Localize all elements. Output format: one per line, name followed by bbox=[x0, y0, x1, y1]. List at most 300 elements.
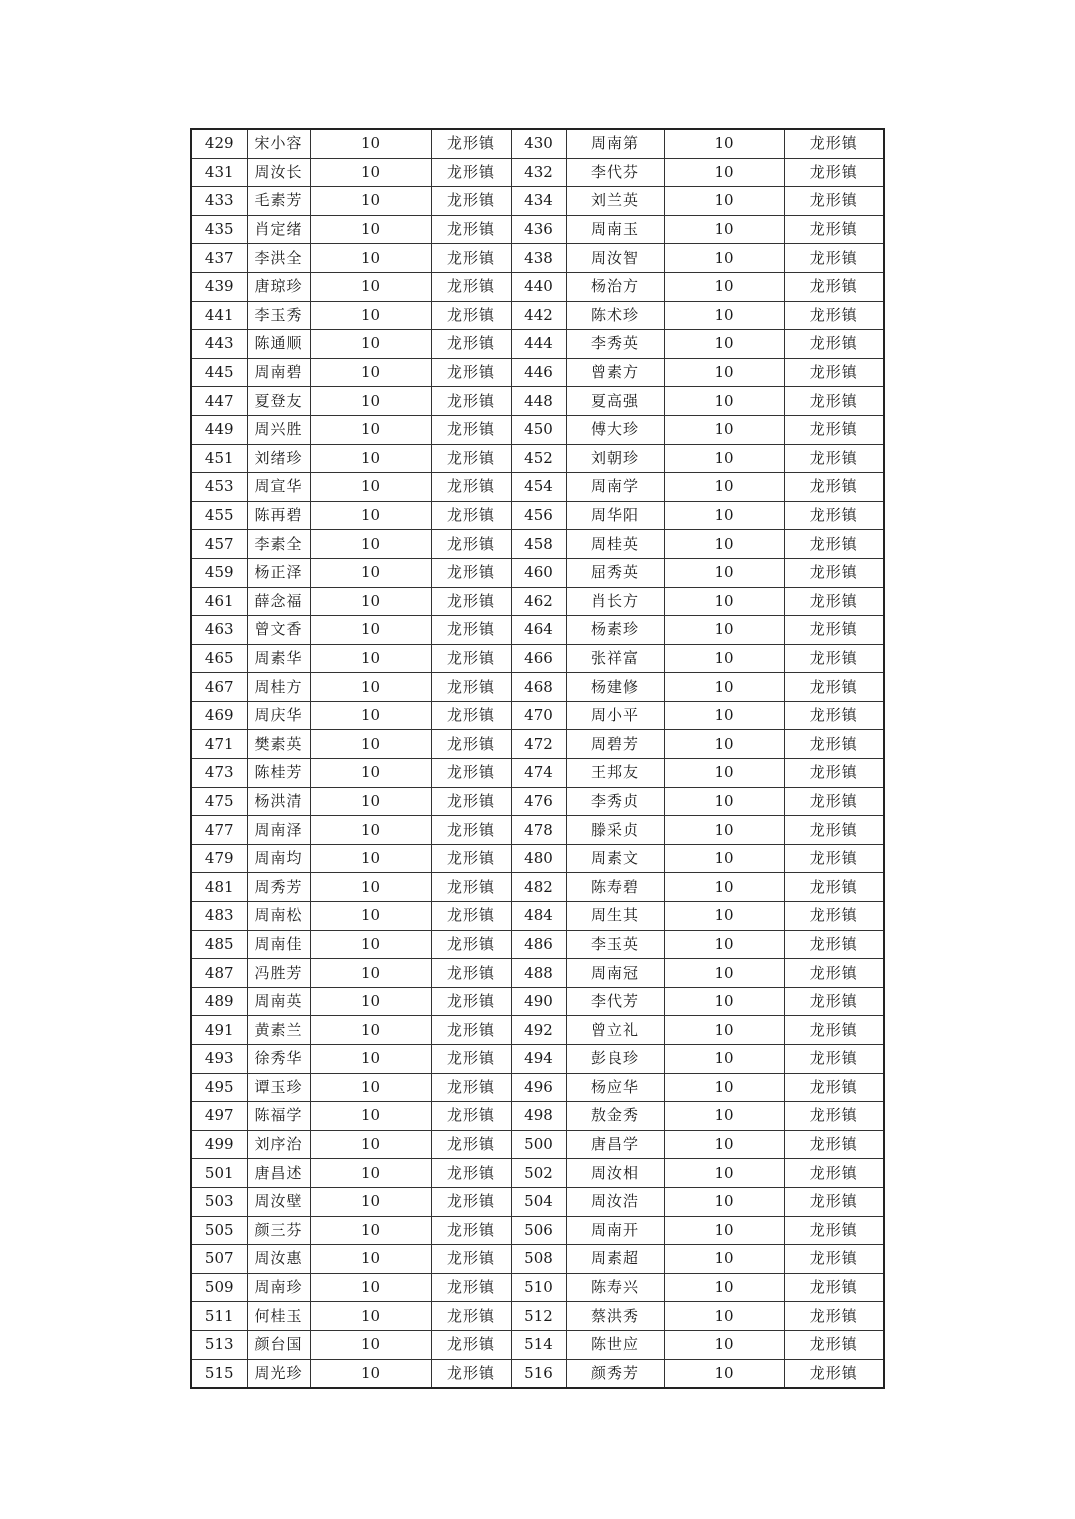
amount-cell: 10 bbox=[664, 187, 784, 216]
town-cell: 龙形镇 bbox=[784, 844, 884, 873]
name-cell: 陈寿兴 bbox=[566, 1273, 664, 1302]
serial-number-cell: 437 bbox=[191, 244, 247, 273]
serial-number-cell: 469 bbox=[191, 701, 247, 730]
serial-number-cell: 457 bbox=[191, 530, 247, 559]
amount-cell: 10 bbox=[310, 1187, 431, 1216]
name-cell: 周汝惠 bbox=[247, 1245, 310, 1274]
amount-cell: 10 bbox=[664, 301, 784, 330]
amount-cell: 10 bbox=[310, 530, 431, 559]
name-cell: 杨洪清 bbox=[247, 787, 310, 816]
serial-number-cell: 450 bbox=[511, 415, 566, 444]
name-cell: 李洪全 bbox=[247, 244, 310, 273]
serial-number-cell: 495 bbox=[191, 1073, 247, 1102]
serial-number-cell: 498 bbox=[511, 1102, 566, 1131]
table-row bbox=[191, 129, 884, 158]
town-cell: 龙形镇 bbox=[431, 1273, 511, 1302]
serial-number-cell: 435 bbox=[191, 215, 247, 244]
name-cell: 周南开 bbox=[566, 1216, 664, 1245]
name-cell: 周汝长 bbox=[247, 158, 310, 187]
serial-number-cell: 449 bbox=[191, 415, 247, 444]
town-cell: 龙形镇 bbox=[784, 730, 884, 759]
amount-cell: 10 bbox=[310, 730, 431, 759]
table-row bbox=[191, 787, 884, 816]
town-cell: 龙形镇 bbox=[784, 873, 884, 902]
town-cell: 龙形镇 bbox=[784, 1045, 884, 1074]
town-cell: 龙形镇 bbox=[784, 701, 884, 730]
name-cell: 冯胜芳 bbox=[247, 959, 310, 988]
town-cell: 龙形镇 bbox=[784, 415, 884, 444]
serial-number-cell: 501 bbox=[191, 1159, 247, 1188]
amount-cell: 10 bbox=[310, 701, 431, 730]
serial-number-cell: 478 bbox=[511, 816, 566, 845]
town-cell: 龙形镇 bbox=[784, 158, 884, 187]
town-cell: 龙形镇 bbox=[784, 1187, 884, 1216]
amount-cell: 10 bbox=[664, 644, 784, 673]
serial-number-cell: 505 bbox=[191, 1216, 247, 1245]
name-cell: 周碧芳 bbox=[566, 730, 664, 759]
table-row bbox=[191, 1216, 884, 1245]
name-cell: 谭玉珍 bbox=[247, 1073, 310, 1102]
amount-cell: 10 bbox=[664, 1330, 784, 1359]
amount-cell: 10 bbox=[310, 1359, 431, 1388]
name-cell: 杨正泽 bbox=[247, 558, 310, 587]
name-cell: 周华阳 bbox=[566, 501, 664, 530]
name-cell: 陈桂芳 bbox=[247, 759, 310, 788]
town-cell: 龙形镇 bbox=[431, 187, 511, 216]
name-cell: 屈秀英 bbox=[566, 558, 664, 587]
name-cell: 滕采贞 bbox=[566, 816, 664, 845]
table-row bbox=[191, 358, 884, 387]
serial-number-cell: 496 bbox=[511, 1073, 566, 1102]
town-cell: 龙形镇 bbox=[431, 501, 511, 530]
table-row bbox=[191, 616, 884, 645]
name-cell: 肖长方 bbox=[566, 587, 664, 616]
serial-number-cell: 462 bbox=[511, 587, 566, 616]
amount-cell: 10 bbox=[664, 1073, 784, 1102]
table-row bbox=[191, 673, 884, 702]
table-row bbox=[191, 759, 884, 788]
table-row bbox=[191, 301, 884, 330]
amount-cell: 10 bbox=[664, 244, 784, 273]
town-cell: 龙形镇 bbox=[784, 644, 884, 673]
town-cell: 龙形镇 bbox=[431, 730, 511, 759]
serial-number-cell: 448 bbox=[511, 387, 566, 416]
serial-number-cell: 440 bbox=[511, 272, 566, 301]
serial-number-cell: 432 bbox=[511, 158, 566, 187]
town-cell: 龙形镇 bbox=[431, 1330, 511, 1359]
name-cell: 夏高强 bbox=[566, 387, 664, 416]
amount-cell: 10 bbox=[664, 444, 784, 473]
name-cell: 周光珍 bbox=[247, 1359, 310, 1388]
name-cell: 李秀贞 bbox=[566, 787, 664, 816]
town-cell: 龙形镇 bbox=[431, 1073, 511, 1102]
amount-cell: 10 bbox=[664, 330, 784, 359]
town-cell: 龙形镇 bbox=[431, 1187, 511, 1216]
table-row bbox=[191, 844, 884, 873]
table-row bbox=[191, 930, 884, 959]
table-row bbox=[191, 444, 884, 473]
serial-number-cell: 493 bbox=[191, 1045, 247, 1074]
amount-cell: 10 bbox=[664, 215, 784, 244]
town-cell: 龙形镇 bbox=[431, 701, 511, 730]
amount-cell: 10 bbox=[664, 1102, 784, 1131]
serial-number-cell: 454 bbox=[511, 473, 566, 502]
serial-number-cell: 480 bbox=[511, 844, 566, 873]
serial-number-cell: 463 bbox=[191, 616, 247, 645]
town-cell: 龙形镇 bbox=[431, 272, 511, 301]
serial-number-cell: 438 bbox=[511, 244, 566, 273]
name-cell: 周汝浩 bbox=[566, 1187, 664, 1216]
town-cell: 龙形镇 bbox=[784, 930, 884, 959]
town-cell: 龙形镇 bbox=[431, 587, 511, 616]
serial-number-cell: 497 bbox=[191, 1102, 247, 1131]
town-cell: 龙形镇 bbox=[784, 444, 884, 473]
town-cell: 龙形镇 bbox=[431, 387, 511, 416]
name-cell: 周南均 bbox=[247, 844, 310, 873]
town-cell: 龙形镇 bbox=[431, 644, 511, 673]
amount-cell: 10 bbox=[664, 1187, 784, 1216]
amount-cell: 10 bbox=[664, 1359, 784, 1388]
name-cell: 李代芳 bbox=[566, 987, 664, 1016]
name-cell: 周素文 bbox=[566, 844, 664, 873]
town-cell: 龙形镇 bbox=[431, 330, 511, 359]
serial-number-cell: 485 bbox=[191, 930, 247, 959]
amount-cell: 10 bbox=[664, 930, 784, 959]
table-row bbox=[191, 1159, 884, 1188]
serial-number-cell: 451 bbox=[191, 444, 247, 473]
name-cell: 曾素方 bbox=[566, 358, 664, 387]
serial-number-cell: 459 bbox=[191, 558, 247, 587]
name-cell: 周南泽 bbox=[247, 816, 310, 845]
serial-number-cell: 504 bbox=[511, 1187, 566, 1216]
table-row bbox=[191, 1273, 884, 1302]
serial-number-cell: 474 bbox=[511, 759, 566, 788]
town-cell: 龙形镇 bbox=[431, 1245, 511, 1274]
name-cell: 周汝壁 bbox=[247, 1187, 310, 1216]
name-cell: 李玉秀 bbox=[247, 301, 310, 330]
amount-cell: 10 bbox=[310, 616, 431, 645]
amount-cell: 10 bbox=[310, 1159, 431, 1188]
serial-number-cell: 488 bbox=[511, 959, 566, 988]
town-cell: 龙形镇 bbox=[784, 330, 884, 359]
name-cell: 王邦友 bbox=[566, 759, 664, 788]
table-row bbox=[191, 902, 884, 931]
amount-cell: 10 bbox=[310, 244, 431, 273]
name-cell: 刘朝珍 bbox=[566, 444, 664, 473]
name-cell: 周南佳 bbox=[247, 930, 310, 959]
table-row bbox=[191, 501, 884, 530]
table-row bbox=[191, 473, 884, 502]
table-row bbox=[191, 873, 884, 902]
amount-cell: 10 bbox=[310, 644, 431, 673]
serial-number-cell: 483 bbox=[191, 902, 247, 931]
name-cell: 彭良珍 bbox=[566, 1045, 664, 1074]
town-cell: 龙形镇 bbox=[784, 1302, 884, 1331]
serial-number-cell: 472 bbox=[511, 730, 566, 759]
serial-number-cell: 503 bbox=[191, 1187, 247, 1216]
town-cell: 龙形镇 bbox=[784, 473, 884, 502]
table-row bbox=[191, 1245, 884, 1274]
serial-number-cell: 514 bbox=[511, 1330, 566, 1359]
name-cell: 刘序治 bbox=[247, 1130, 310, 1159]
amount-cell: 10 bbox=[664, 129, 784, 158]
roster-table bbox=[190, 128, 885, 1389]
name-cell: 唐琼珍 bbox=[247, 272, 310, 301]
amount-cell: 10 bbox=[310, 215, 431, 244]
town-cell: 龙形镇 bbox=[431, 930, 511, 959]
name-cell: 宋小容 bbox=[247, 129, 310, 158]
table-row bbox=[191, 987, 884, 1016]
town-cell: 龙形镇 bbox=[784, 558, 884, 587]
name-cell: 周南学 bbox=[566, 473, 664, 502]
town-cell: 龙形镇 bbox=[784, 1245, 884, 1274]
name-cell: 周桂英 bbox=[566, 530, 664, 559]
town-cell: 龙形镇 bbox=[431, 873, 511, 902]
table-row bbox=[191, 1330, 884, 1359]
serial-number-cell: 507 bbox=[191, 1245, 247, 1274]
town-cell: 龙形镇 bbox=[431, 444, 511, 473]
name-cell: 周南英 bbox=[247, 987, 310, 1016]
table-row bbox=[191, 587, 884, 616]
amount-cell: 10 bbox=[310, 387, 431, 416]
town-cell: 龙形镇 bbox=[784, 358, 884, 387]
name-cell: 曾立礼 bbox=[566, 1016, 664, 1045]
name-cell: 李代芬 bbox=[566, 158, 664, 187]
town-cell: 龙形镇 bbox=[784, 1102, 884, 1131]
serial-number-cell: 431 bbox=[191, 158, 247, 187]
name-cell: 周素超 bbox=[566, 1245, 664, 1274]
town-cell: 龙形镇 bbox=[431, 1359, 511, 1388]
town-cell: 龙形镇 bbox=[431, 301, 511, 330]
serial-number-cell: 439 bbox=[191, 272, 247, 301]
amount-cell: 10 bbox=[664, 873, 784, 902]
town-cell: 龙形镇 bbox=[784, 1273, 884, 1302]
amount-cell: 10 bbox=[664, 1016, 784, 1045]
serial-number-cell: 484 bbox=[511, 902, 566, 931]
amount-cell: 10 bbox=[664, 272, 784, 301]
name-cell: 周汝智 bbox=[566, 244, 664, 273]
town-cell: 龙形镇 bbox=[784, 244, 884, 273]
amount-cell: 10 bbox=[664, 1302, 784, 1331]
town-cell: 龙形镇 bbox=[431, 1102, 511, 1131]
serial-number-cell: 465 bbox=[191, 644, 247, 673]
town-cell: 龙形镇 bbox=[431, 415, 511, 444]
amount-cell: 10 bbox=[310, 673, 431, 702]
name-cell: 夏登友 bbox=[247, 387, 310, 416]
name-cell: 张祥富 bbox=[566, 644, 664, 673]
amount-cell: 10 bbox=[310, 1245, 431, 1274]
name-cell: 李玉英 bbox=[566, 930, 664, 959]
table-row bbox=[191, 1016, 884, 1045]
town-cell: 龙形镇 bbox=[784, 1159, 884, 1188]
name-cell: 周南冠 bbox=[566, 959, 664, 988]
town-cell: 龙形镇 bbox=[431, 244, 511, 273]
serial-number-cell: 445 bbox=[191, 358, 247, 387]
amount-cell: 10 bbox=[310, 1073, 431, 1102]
table-row bbox=[191, 558, 884, 587]
amount-cell: 10 bbox=[664, 558, 784, 587]
amount-cell: 10 bbox=[310, 330, 431, 359]
town-cell: 龙形镇 bbox=[431, 844, 511, 873]
table-row bbox=[191, 730, 884, 759]
amount-cell: 10 bbox=[310, 587, 431, 616]
table-row bbox=[191, 244, 884, 273]
name-cell: 陈再碧 bbox=[247, 501, 310, 530]
serial-number-cell: 510 bbox=[511, 1273, 566, 1302]
table-row bbox=[191, 215, 884, 244]
name-cell: 周南第 bbox=[566, 129, 664, 158]
amount-cell: 10 bbox=[664, 1273, 784, 1302]
town-cell: 龙形镇 bbox=[784, 1359, 884, 1388]
name-cell: 周南松 bbox=[247, 902, 310, 931]
name-cell: 周秀芳 bbox=[247, 873, 310, 902]
serial-number-cell: 444 bbox=[511, 330, 566, 359]
name-cell: 杨治方 bbox=[566, 272, 664, 301]
town-cell: 龙形镇 bbox=[784, 673, 884, 702]
name-cell: 陈寿碧 bbox=[566, 873, 664, 902]
town-cell: 龙形镇 bbox=[431, 759, 511, 788]
amount-cell: 10 bbox=[310, 558, 431, 587]
name-cell: 傅大珍 bbox=[566, 415, 664, 444]
town-cell: 龙形镇 bbox=[431, 616, 511, 645]
name-cell: 唐昌述 bbox=[247, 1159, 310, 1188]
name-cell: 毛素芳 bbox=[247, 187, 310, 216]
serial-number-cell: 482 bbox=[511, 873, 566, 902]
amount-cell: 10 bbox=[310, 1330, 431, 1359]
amount-cell: 10 bbox=[664, 1045, 784, 1074]
amount-cell: 10 bbox=[664, 1216, 784, 1245]
amount-cell: 10 bbox=[664, 1130, 784, 1159]
town-cell: 龙形镇 bbox=[431, 1016, 511, 1045]
serial-number-cell: 429 bbox=[191, 129, 247, 158]
serial-number-cell: 486 bbox=[511, 930, 566, 959]
table-row bbox=[191, 1302, 884, 1331]
table-row bbox=[191, 272, 884, 301]
amount-cell: 10 bbox=[664, 902, 784, 931]
town-cell: 龙形镇 bbox=[431, 787, 511, 816]
serial-number-cell: 492 bbox=[511, 1016, 566, 1045]
name-cell: 樊素英 bbox=[247, 730, 310, 759]
name-cell: 颜三芬 bbox=[247, 1216, 310, 1245]
name-cell: 周南碧 bbox=[247, 358, 310, 387]
name-cell: 杨建修 bbox=[566, 673, 664, 702]
amount-cell: 10 bbox=[310, 1216, 431, 1245]
serial-number-cell: 464 bbox=[511, 616, 566, 645]
amount-cell: 10 bbox=[664, 844, 784, 873]
town-cell: 龙形镇 bbox=[431, 473, 511, 502]
serial-number-cell: 502 bbox=[511, 1159, 566, 1188]
amount-cell: 10 bbox=[310, 930, 431, 959]
name-cell: 何桂玉 bbox=[247, 1302, 310, 1331]
name-cell: 杨素珍 bbox=[566, 616, 664, 645]
amount-cell: 10 bbox=[310, 1273, 431, 1302]
town-cell: 龙形镇 bbox=[784, 387, 884, 416]
amount-cell: 10 bbox=[664, 473, 784, 502]
name-cell: 敖金秀 bbox=[566, 1102, 664, 1131]
amount-cell: 10 bbox=[664, 959, 784, 988]
amount-cell: 10 bbox=[664, 701, 784, 730]
table-row bbox=[191, 816, 884, 845]
amount-cell: 10 bbox=[664, 530, 784, 559]
name-cell: 李素全 bbox=[247, 530, 310, 559]
town-cell: 龙形镇 bbox=[784, 816, 884, 845]
table-row bbox=[191, 701, 884, 730]
town-cell: 龙形镇 bbox=[431, 987, 511, 1016]
table-row bbox=[191, 1102, 884, 1131]
serial-number-cell: 433 bbox=[191, 187, 247, 216]
serial-number-cell: 452 bbox=[511, 444, 566, 473]
amount-cell: 10 bbox=[310, 129, 431, 158]
amount-cell: 10 bbox=[664, 415, 784, 444]
town-cell: 龙形镇 bbox=[431, 816, 511, 845]
name-cell: 颜台国 bbox=[247, 1330, 310, 1359]
name-cell: 周小平 bbox=[566, 701, 664, 730]
amount-cell: 10 bbox=[310, 301, 431, 330]
name-cell: 刘绪珍 bbox=[247, 444, 310, 473]
town-cell: 龙形镇 bbox=[431, 1216, 511, 1245]
name-cell: 肖定绪 bbox=[247, 215, 310, 244]
table-row bbox=[191, 1045, 884, 1074]
amount-cell: 10 bbox=[310, 844, 431, 873]
name-cell: 陈术珍 bbox=[566, 301, 664, 330]
serial-number-cell: 481 bbox=[191, 873, 247, 902]
name-cell: 李秀英 bbox=[566, 330, 664, 359]
town-cell: 龙形镇 bbox=[431, 902, 511, 931]
town-cell: 龙形镇 bbox=[784, 501, 884, 530]
name-cell: 刘兰英 bbox=[566, 187, 664, 216]
town-cell: 龙形镇 bbox=[784, 1016, 884, 1045]
town-cell: 龙形镇 bbox=[784, 530, 884, 559]
table-row bbox=[191, 1187, 884, 1216]
serial-number-cell: 470 bbox=[511, 701, 566, 730]
serial-number-cell: 479 bbox=[191, 844, 247, 873]
town-cell: 龙形镇 bbox=[784, 787, 884, 816]
amount-cell: 10 bbox=[664, 987, 784, 1016]
amount-cell: 10 bbox=[310, 1045, 431, 1074]
amount-cell: 10 bbox=[310, 501, 431, 530]
amount-cell: 10 bbox=[310, 444, 431, 473]
name-cell: 黄素兰 bbox=[247, 1016, 310, 1045]
amount-cell: 10 bbox=[664, 1245, 784, 1274]
name-cell: 薛念福 bbox=[247, 587, 310, 616]
amount-cell: 10 bbox=[310, 415, 431, 444]
town-cell: 龙形镇 bbox=[431, 530, 511, 559]
town-cell: 龙形镇 bbox=[784, 129, 884, 158]
amount-cell: 10 bbox=[664, 759, 784, 788]
amount-cell: 10 bbox=[310, 1102, 431, 1131]
amount-cell: 10 bbox=[310, 358, 431, 387]
serial-number-cell: 491 bbox=[191, 1016, 247, 1045]
amount-cell: 10 bbox=[310, 873, 431, 902]
serial-number-cell: 506 bbox=[511, 1216, 566, 1245]
table-row bbox=[191, 1359, 884, 1388]
amount-cell: 10 bbox=[310, 987, 431, 1016]
amount-cell: 10 bbox=[664, 730, 784, 759]
table-row bbox=[191, 387, 884, 416]
town-cell: 龙形镇 bbox=[784, 272, 884, 301]
name-cell: 陈通顺 bbox=[247, 330, 310, 359]
serial-number-cell: 434 bbox=[511, 187, 566, 216]
table-row bbox=[191, 644, 884, 673]
amount-cell: 10 bbox=[310, 473, 431, 502]
town-cell: 龙形镇 bbox=[431, 1302, 511, 1331]
table-row bbox=[191, 959, 884, 988]
serial-number-cell: 441 bbox=[191, 301, 247, 330]
table-row bbox=[191, 1130, 884, 1159]
town-cell: 龙形镇 bbox=[431, 959, 511, 988]
serial-number-cell: 500 bbox=[511, 1130, 566, 1159]
table-row bbox=[191, 530, 884, 559]
